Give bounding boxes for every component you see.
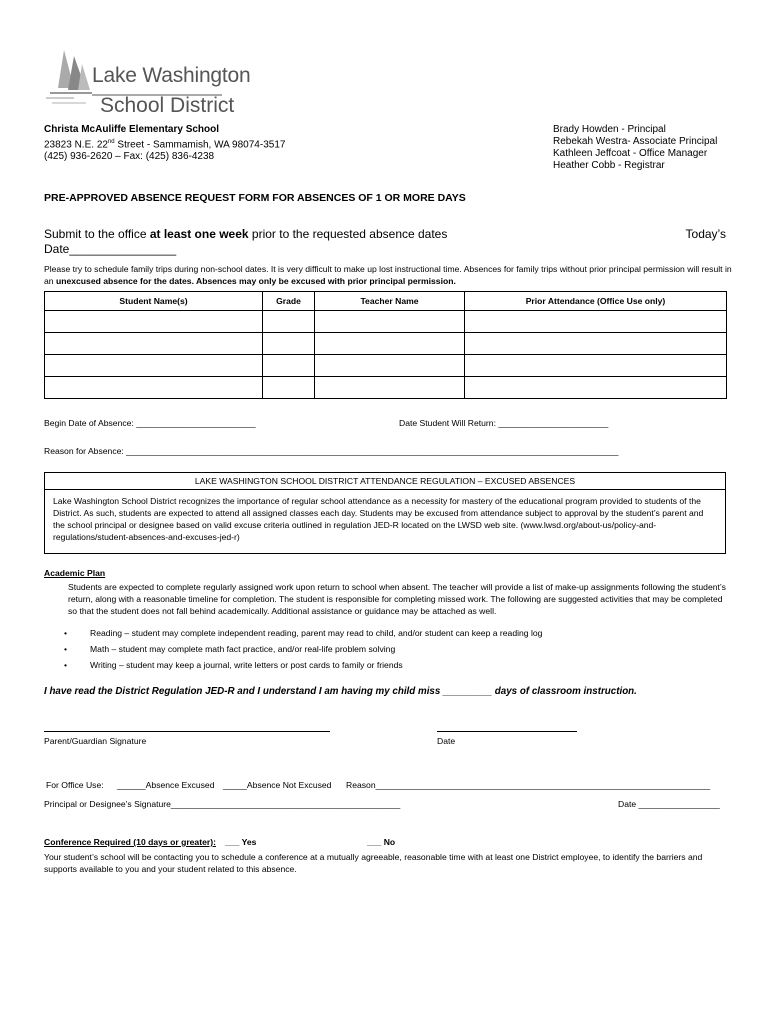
student-table: [44, 291, 727, 399]
bullet-icon: •: [64, 628, 68, 638]
logo-text-line2: School District: [100, 94, 235, 117]
staff-list: [553, 124, 717, 172]
address-suffix: Street - Sammamish, WA 98074-3517: [114, 139, 286, 151]
absence-excused-field[interactable]: ______Absence Excused: [117, 780, 215, 790]
cell[interactable]: [465, 355, 727, 377]
address-prefix: 23823 N.E. 22: [44, 139, 108, 151]
notice-text: Please try to schedule family trips during non-school dates. It is very difficult to make up lost instructional time. Absences for family trips without prior principal permission will result in an: [44, 264, 732, 286]
staff-principal: Brady Howden - Principal: [553, 124, 666, 135]
regulation-body: Lake Washington School District recognizes the importance of regular school attendance as a necessity for mastery of the educational program provided to students of the District. As such, students are expected to attend all assigned classes each day. Students may be excused from attendance subject to approval by the student’s parent and the school principal or designee based on valid excuse criteria outlined in regulation JED-R located on the LWSD web site. (www.lwsd.org/about-us/policy-and-regulations/student-absences-and-excuses-jed-r): [53, 496, 704, 542]
conference-no-field[interactable]: ___ No: [367, 837, 396, 847]
bullet-writing: Writing – student may keep a journal, write letters or post cards to family or friends: [90, 660, 403, 670]
bullet-icon: •: [64, 644, 68, 654]
academic-plan-body: Students are expected to complete regularly assigned work upon return to school when absent. The teacher will provide a list of make-up assignments following the student’s return, along with a reasonable timeline for completion. The student is responsible for completing missed work. The following are suggested activities that may be completed so that the student does not fall behind academically. Additional assistance or guidance may be attached as well.: [68, 582, 726, 616]
table-row[interactable]: [45, 333, 727, 355]
table-row[interactable]: [45, 355, 727, 377]
cell[interactable]: [263, 377, 315, 399]
submit-post: prior to the requested absence dates: [248, 227, 448, 241]
office-use-label: For Office Use:: [46, 780, 104, 790]
list-item: [64, 641, 542, 657]
list-item: [64, 657, 542, 673]
header-teacher-name: Teacher Name: [315, 292, 465, 311]
conference-body: Your student’s school will be contacting you to schedule a conference at a mutually agreeable, reasonable time with at least one District employee, to identify the barriers and supports available to you and your student related to this absence.: [44, 852, 703, 874]
cell[interactable]: [45, 355, 263, 377]
signature-date-label: Date: [437, 736, 456, 746]
staff-associate-principal: Rebekah Westra- Associate Principal: [553, 136, 718, 147]
absence-not-excused-field[interactable]: _____Absence Not Excused: [223, 780, 332, 790]
today-date-field[interactable]: Date________________: [44, 242, 177, 256]
staff-registrar: Heather Cobb - Registrar: [553, 160, 665, 171]
today-label: Today’s: [685, 227, 726, 241]
academic-plan-list: [64, 625, 542, 673]
cell[interactable]: [465, 311, 727, 333]
list-item: [64, 625, 542, 641]
school-address: [44, 136, 285, 151]
address-sup: nd: [107, 139, 115, 145]
submit-instruction: [44, 227, 726, 241]
table-row[interactable]: [45, 311, 727, 333]
form-title: PRE-APPROVED ABSENCE REQUEST FORM FOR ABSENCES OF 1 OR MORE DAYS: [44, 192, 466, 204]
header-prior-attendance: Prior Attendance (Office Use only): [465, 292, 727, 311]
cell[interactable]: [315, 311, 465, 333]
cell[interactable]: [315, 333, 465, 355]
cell[interactable]: [465, 377, 727, 399]
parent-signature-label: Parent/Guardian Signature: [44, 736, 147, 746]
submit-pre: Submit to the office: [44, 227, 150, 241]
cell[interactable]: [45, 311, 263, 333]
conference-yes-field[interactable]: ___ Yes: [225, 837, 257, 847]
return-date-field[interactable]: Date Student Will Return: _______________________: [399, 418, 609, 428]
principal-signature-field[interactable]: Principal or Designee’s Signature________________________________________________: [44, 799, 401, 809]
begin-date-field[interactable]: Begin Date of Absence: _________________________: [44, 418, 256, 428]
regulation-title: LAKE WASHINGTON SCHOOL DISTRICT ATTENDANCE REGULATION – EXCUSED ABSENCES: [45, 473, 725, 490]
school-info: [44, 124, 285, 163]
reason-field[interactable]: Reason for Absence: _______________________________________________________________________________________________________: [44, 446, 619, 456]
parent-signature-line[interactable]: [44, 731, 330, 732]
academic-plan-title: Academic Plan: [44, 568, 106, 578]
table-row[interactable]: [45, 377, 727, 399]
table-header-row: [45, 292, 727, 311]
office-reason-field[interactable]: Reason______________________________________________________________________: [346, 780, 711, 790]
bullet-reading: Reading – student may complete independent reading, parent may read to child, and/or student can keep a reading log: [90, 628, 543, 638]
school-name: Christa McAuliffe Elementary School: [44, 124, 220, 135]
regulation-box: [44, 472, 726, 554]
cell[interactable]: [263, 311, 315, 333]
staff-office-manager: Kathleen Jeffcoat - Office Manager: [553, 148, 708, 159]
cell[interactable]: [263, 333, 315, 355]
cell[interactable]: [45, 377, 263, 399]
parent-statement: I have read the District Regulation JED-R and I understand I am having my child miss _________ days of classroom instruction.: [44, 686, 637, 697]
header-student-name: Student Name(s): [45, 292, 263, 311]
conference-label: Conference Required (10 days or greater):: [44, 837, 216, 847]
logo-text-line1: Lake Washington: [92, 64, 251, 87]
submit-bold: at least one week: [149, 227, 249, 241]
bullet-icon: •: [64, 660, 68, 670]
principal-date-field[interactable]: Date _________________: [618, 799, 720, 809]
signature-date-line[interactable]: [437, 731, 577, 732]
notice-bold: unexcused absence for the dates. Absences may only be excused with prior principal permission.: [55, 276, 456, 286]
header-grade: Grade: [263, 292, 315, 311]
cell[interactable]: [263, 355, 315, 377]
cell[interactable]: [315, 377, 465, 399]
cell[interactable]: [315, 355, 465, 377]
notice-paragraph: [44, 263, 734, 287]
school-phone: (425) 936-2620 – Fax: (425) 836-4238: [44, 151, 215, 163]
bullet-math: Math – student may complete math fact practice, and/or real-life problem solving: [90, 644, 396, 654]
cell[interactable]: [465, 333, 727, 355]
cell[interactable]: [45, 333, 263, 355]
